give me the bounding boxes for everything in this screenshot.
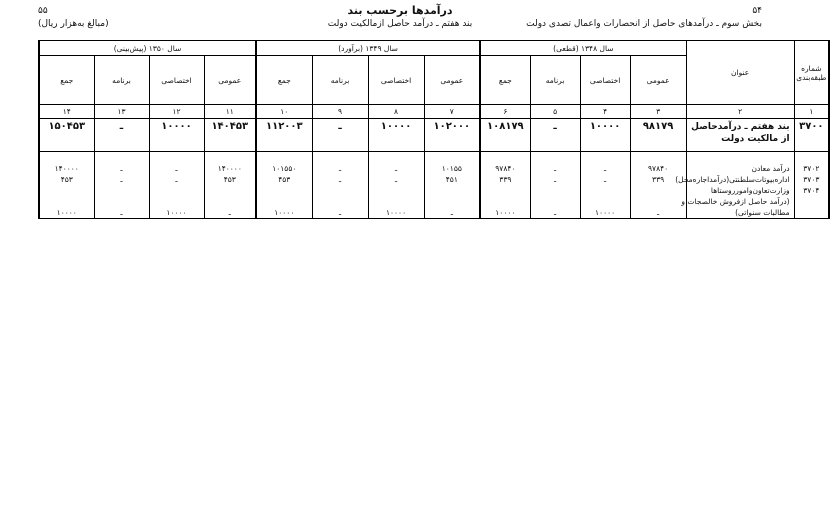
cell-value: ۱۰۰۰۰ <box>149 207 204 219</box>
col-num: ۱۲ <box>149 105 204 119</box>
cell-value <box>39 196 94 207</box>
col-num: ۲ <box>686 105 794 119</box>
cell-value: ـ <box>312 119 368 152</box>
cell-value: ـ <box>94 174 149 185</box>
row-code: ۳۷۰۳ <box>794 174 829 185</box>
row-code: ۳۷۰۰ <box>794 119 829 152</box>
page-number-left: ۵۵ <box>38 6 48 16</box>
cell-value: ۹۷۸۴۰ <box>480 163 530 174</box>
cell-value: ۱۴۰۴۵۳ <box>204 119 256 152</box>
classification-header: شماره طبقه‌بندی <box>794 41 829 105</box>
col-num: ۱۱ <box>204 105 256 119</box>
cell-value: ـ <box>312 207 368 219</box>
col-program-1350: برنامه <box>94 56 149 105</box>
col-general-1350: عمومی <box>204 56 256 105</box>
title-header: عنوان <box>686 41 794 105</box>
col-total-1348: جمع <box>480 56 530 105</box>
table-row-main <box>39 119 829 152</box>
cell-value: ـ <box>94 119 149 152</box>
cell-value: ۱۰۸۱۷۹ <box>480 119 530 152</box>
cell-value <box>530 196 580 207</box>
cell-value: ۴۵۳ <box>204 174 256 185</box>
col-num: ۱۴ <box>39 105 94 119</box>
cell-value: ۳۳۹ <box>480 174 530 185</box>
table-row <box>39 207 829 219</box>
row-title: مطالبات سنواتی) <box>686 207 794 219</box>
cell-value <box>580 196 630 207</box>
col-total-1349: جمع <box>256 56 312 105</box>
cell-value <box>149 185 204 196</box>
cell-value <box>424 196 480 207</box>
cell-value: ۱۴۰۰۰۰ <box>204 163 256 174</box>
cell-value: ـ <box>204 207 256 219</box>
unit-note: (مبالغ به‌هزار ریال) <box>38 19 109 29</box>
col-special-1348: اختصاصی <box>580 56 630 105</box>
cell-value: ۱۱۲۰۰۳ <box>256 119 312 152</box>
cell-value: ۱۰۱۵۵۰ <box>256 163 312 174</box>
cell-value: ـ <box>580 163 630 174</box>
col-general-1348: عمومی <box>630 56 686 105</box>
table-row <box>39 174 829 185</box>
cell-value <box>312 196 368 207</box>
col-num: ۱۳ <box>94 105 149 119</box>
cell-value: ۴۵۱ <box>424 174 480 185</box>
cell-value <box>39 185 94 196</box>
cell-value <box>204 185 256 196</box>
page-subtitle: بند هفتم ـ درآمد حاصل ازمالکیت دولت <box>327 19 473 29</box>
col-num: ۵ <box>530 105 580 119</box>
col-num: ۸ <box>368 105 424 119</box>
cell-value: ـ <box>368 163 424 174</box>
page-number-right: ۵۴ <box>752 6 762 16</box>
cell-value <box>580 185 630 196</box>
year-1350-header: سال ۱۳۵۰ (پیش‌بینی) <box>39 41 256 56</box>
cell-value <box>480 196 530 207</box>
cell-value <box>204 196 256 207</box>
cell-value <box>94 185 149 196</box>
row-title: (درآمد حاصل ازفروش خالصجات و <box>686 196 794 207</box>
column-number-row <box>39 105 829 119</box>
cell-value: ـ <box>630 207 686 219</box>
cell-value: ۱۰۰۰۰ <box>368 119 424 152</box>
col-num: ۱۰ <box>256 105 312 119</box>
cell-value: ـ <box>149 163 204 174</box>
col-special-1349: اختصاصی <box>368 56 424 105</box>
cell-value: ـ <box>530 207 580 219</box>
cell-value <box>256 185 312 196</box>
cell-value: ۱۰۰۰۰ <box>39 207 94 219</box>
col-num: ۴ <box>580 105 630 119</box>
cell-value <box>480 185 530 196</box>
row-title: درآمد معادن <box>686 163 794 174</box>
row-title: اداره‌بیوتات‌سلطنتی(درآمداجاره‌محل) <box>686 174 794 185</box>
cell-value: ۱۰۰۰۰ <box>368 207 424 219</box>
cell-value <box>149 196 204 207</box>
cell-value <box>630 196 686 207</box>
cell-value: ۹۷۸۴۰ <box>630 163 686 174</box>
cell-value: ـ <box>94 207 149 219</box>
cell-value <box>256 196 312 207</box>
cell-value: ۴۵۳ <box>256 174 312 185</box>
cell-value: ۱۰۰۰۰ <box>480 207 530 219</box>
row-code: ۳۷۰۴ <box>794 185 829 196</box>
cell-value <box>424 185 480 196</box>
cell-value: ۱۰۰۰۰ <box>580 119 630 152</box>
row-code: ۳۷۰۲ <box>794 163 829 174</box>
cell-value: ـ <box>530 174 580 185</box>
cell-value: ۱۵۰۴۵۳ <box>39 119 94 152</box>
year-1349-header: سال ۱۳۴۹ (برآورد) <box>256 41 480 56</box>
col-program-1348: برنامه <box>530 56 580 105</box>
cell-value: ۱۰۱۵۵ <box>424 163 480 174</box>
table-row <box>39 196 829 207</box>
cell-value: ـ <box>149 174 204 185</box>
cell-value: ۱۴۰۰۰۰ <box>39 163 94 174</box>
year-1348-header: سال ۱۳۴۸ (قطعی) <box>480 41 686 56</box>
col-total-1350: جمع <box>39 56 94 105</box>
col-num: ۱ <box>794 105 829 119</box>
cell-value: ۱۰۰۰۰ <box>256 207 312 219</box>
cell-value: ـ <box>312 174 368 185</box>
cell-value: ـ <box>312 163 368 174</box>
cell-value: ۳۳۹ <box>630 174 686 185</box>
cell-value: ۱۰۰۰۰ <box>149 119 204 152</box>
table-row <box>39 163 829 174</box>
cell-value <box>368 196 424 207</box>
cell-value: ـ <box>368 174 424 185</box>
section-title: بخش سوم ـ درآمدهای حاصل از انحصارات واعمال تصدی دولت <box>526 19 762 29</box>
cell-value <box>94 196 149 207</box>
cell-value: ـ <box>530 163 580 174</box>
row-title: وزارت‌تعاون‌وامورروستاها <box>686 185 794 196</box>
table-row <box>39 185 829 196</box>
cell-value: ـ <box>580 174 630 185</box>
col-num: ۹ <box>312 105 368 119</box>
col-general-1349: عمومی <box>424 56 480 105</box>
col-num: ۷ <box>424 105 480 119</box>
cell-value: ـ <box>530 119 580 152</box>
row-code <box>794 196 829 207</box>
col-program-1349: برنامه <box>312 56 368 105</box>
row-code <box>794 207 829 219</box>
cell-value: ـ <box>424 207 480 219</box>
cell-value: ـ <box>94 163 149 174</box>
cell-value <box>312 185 368 196</box>
row-title: بند هفتم ـ درآمدحاصل از مالکیت دولت <box>686 119 794 152</box>
cell-value: ۱۰۲۰۰۰ <box>424 119 480 152</box>
cell-value: ۹۸۱۷۹ <box>630 119 686 152</box>
cell-value: ۴۵۳ <box>39 174 94 185</box>
col-special-1350: اختصاصی <box>149 56 204 105</box>
cell-value: ۱۰۰۰۰ <box>580 207 630 219</box>
cell-value <box>368 185 424 196</box>
col-num: ۶ <box>480 105 530 119</box>
revenue-table <box>38 40 830 219</box>
cell-value <box>530 185 580 196</box>
col-num: ۳ <box>630 105 686 119</box>
cell-value <box>630 185 686 196</box>
page-title: درآمدها برحسب بند <box>347 4 453 17</box>
